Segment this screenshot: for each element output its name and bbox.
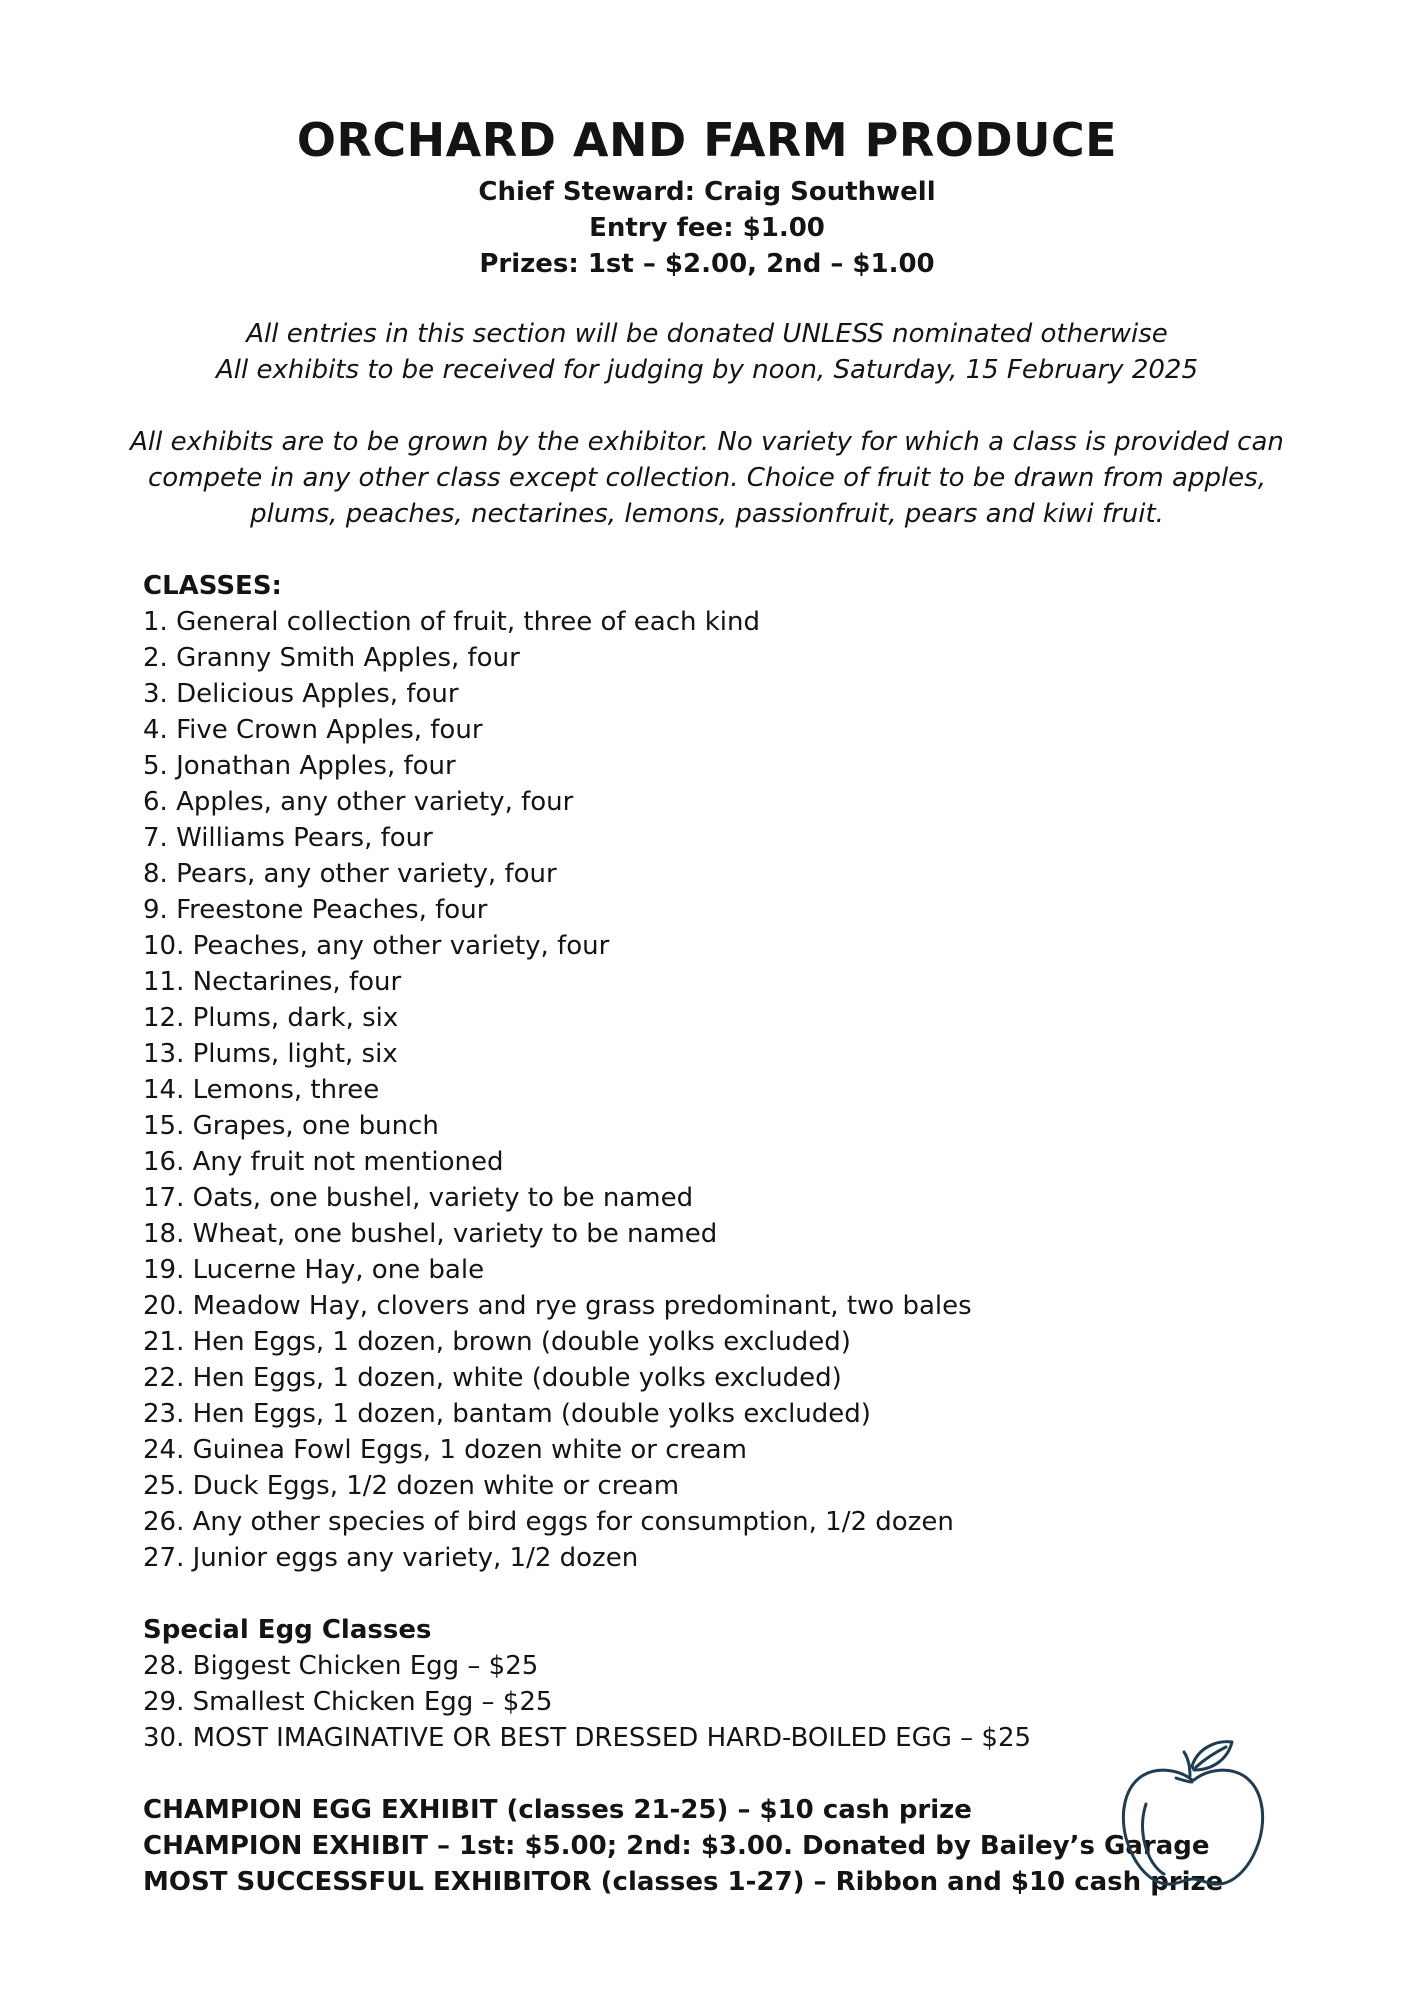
exhibit-rules	[0, 424, 1414, 532]
class-item: 1. General collection of fruit, three of each kind	[143, 607, 761, 637]
class-item: 2. Granny Smith Apples, four	[143, 643, 520, 673]
class-item: 27. Junior eggs any variety, 1/2 dozen	[143, 1543, 639, 1573]
special-class-item: 29. Smallest Chicken Egg – $25	[143, 1687, 553, 1717]
rules-line: All exhibits are to be grown by the exhibitor. No variety for which a class is provided can	[130, 427, 1284, 457]
class-item: 9. Freestone Peaches, four	[143, 895, 488, 925]
notice-line: All exhibits to be received for judging by noon, Saturday, 15 February 2025	[216, 355, 1198, 385]
notice-line: All entries in this section will be donated UNLESS nominated otherwise	[246, 319, 1168, 349]
rules-line: compete in any other class except collection. Choice of fruit to be drawn from apples,	[148, 463, 1266, 493]
special-class-item: 28. Biggest Chicken Egg – $25	[143, 1651, 539, 1681]
class-item: 21. Hen Eggs, 1 dozen, brown (double yolks excluded)	[143, 1327, 851, 1357]
apple-icon	[1118, 1734, 1268, 1892]
class-item: 4. Five Crown Apples, four	[143, 715, 483, 745]
class-item: 11. Nectarines, four	[143, 967, 402, 997]
section-info	[0, 174, 1414, 282]
rules-line: plums, peaches, nectarines, lemons, passionfruit, pears and kiwi fruit.	[250, 499, 1164, 529]
class-item: 7. Williams Pears, four	[143, 823, 433, 853]
champion-exhibit: CHAMPION EXHIBIT – 1st: $5.00; 2nd: $3.00. Donated by Bailey’s Garage	[143, 1831, 1210, 1861]
class-item: 18. Wheat, one bushel, variety to be named	[143, 1219, 718, 1249]
class-item: 20. Meadow Hay, clovers and rye grass predominant, two bales	[143, 1291, 972, 1321]
class-item: 8. Pears, any other variety, four	[143, 859, 557, 889]
prizes: Prizes: 1st – $2.00, 2nd – $1.00	[479, 249, 935, 279]
class-item: 12. Plums, dark, six	[143, 1003, 399, 1033]
class-item: 13. Plums, light, six	[143, 1039, 398, 1069]
special-classes-heading: Special Egg Classes	[143, 1615, 432, 1645]
classes-heading: CLASSES:	[143, 571, 282, 601]
class-item: 10. Peaches, any other variety, four	[143, 931, 610, 961]
entry-notice	[0, 316, 1414, 388]
class-item: 6. Apples, any other variety, four	[143, 787, 574, 817]
class-item: 16. Any fruit not mentioned	[143, 1147, 504, 1177]
class-item: 17. Oats, one bushel, variety to be named	[143, 1183, 694, 1213]
class-item: 25. Duck Eggs, 1/2 dozen white or cream	[143, 1471, 680, 1501]
entry-fee: Entry fee: $1.00	[589, 213, 825, 243]
classes-list	[143, 568, 972, 1576]
class-item: 15. Grapes, one bunch	[143, 1111, 439, 1141]
champion-awards	[143, 1792, 1223, 1900]
class-item: 26. Any other species of bird eggs for consumption, 1/2 dozen	[143, 1507, 954, 1537]
most-successful-exhibitor: MOST SUCCESSFUL EXHIBITOR (classes 1-27) – Ribbon and $10 cash prize	[143, 1867, 1224, 1897]
class-item: 3. Delicious Apples, four	[143, 679, 459, 709]
class-item: 22. Hen Eggs, 1 dozen, white (double yolks excluded)	[143, 1363, 842, 1393]
special-egg-classes	[143, 1612, 1031, 1756]
special-class-item: 30. MOST IMAGINATIVE OR BEST DRESSED HARD-BOILED EGG – $25	[143, 1723, 1032, 1753]
champion-egg-exhibit: CHAMPION EGG EXHIBIT (classes 21-25) – $10 cash prize	[143, 1795, 972, 1825]
class-item: 14. Lemons, three	[143, 1075, 380, 1105]
class-item: 24. Guinea Fowl Eggs, 1 dozen white or cream	[143, 1435, 747, 1465]
class-item: 19. Lucerne Hay, one bale	[143, 1255, 485, 1285]
class-item: 5. Jonathan Apples, four	[143, 751, 456, 781]
class-item: 23. Hen Eggs, 1 dozen, bantam (double yolks excluded)	[143, 1399, 871, 1429]
page-title: ORCHARD AND FARM PRODUCE	[296, 113, 1118, 167]
chief-steward: Chief Steward: Craig Southwell	[478, 177, 936, 207]
